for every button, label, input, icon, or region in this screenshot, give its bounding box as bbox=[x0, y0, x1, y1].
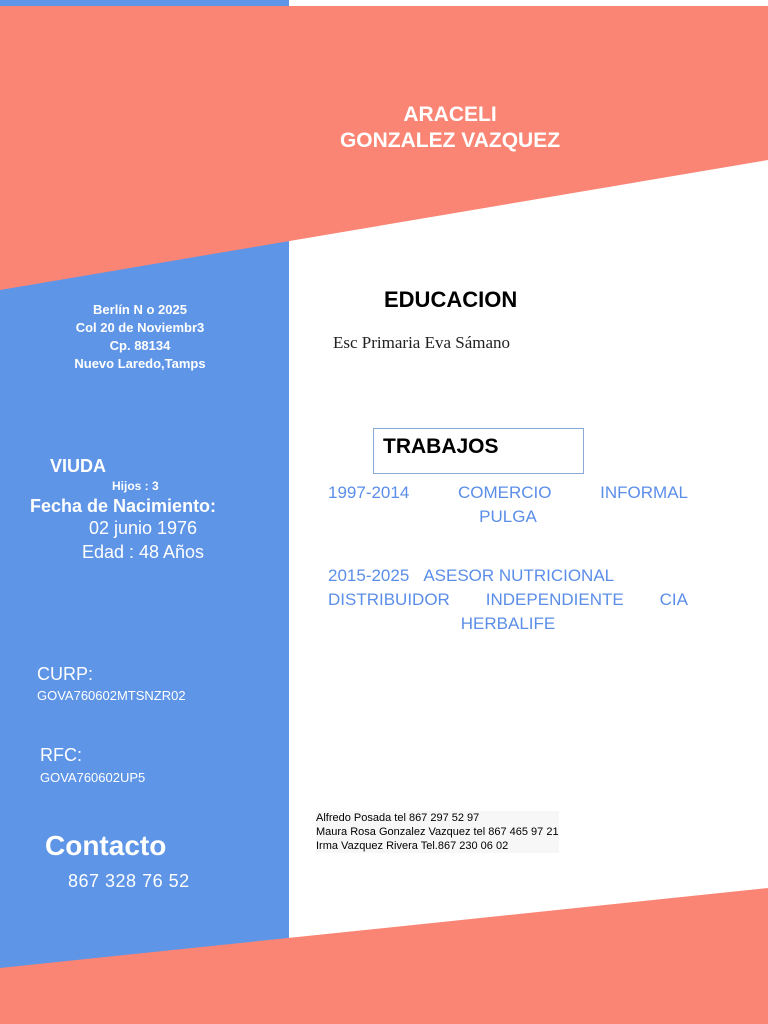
job-line bbox=[328, 564, 688, 588]
job-text: HERBALIFE bbox=[460, 614, 556, 633]
job-text: ASESOR NUTRICIONAL bbox=[423, 566, 615, 585]
job-entry bbox=[328, 481, 688, 529]
job-period: 1997-2014 bbox=[328, 483, 410, 502]
reference-item: Maura Rosa Gonzalez Vazquez tel 867 465 97 21 bbox=[316, 826, 559, 838]
address-block bbox=[30, 301, 250, 373]
contact-title: Contacto bbox=[45, 830, 167, 861]
curp-value: GOVA760602MTSNZR02 bbox=[37, 688, 186, 703]
job-entry bbox=[328, 564, 688, 636]
education-heading: EDUCACION bbox=[384, 287, 518, 312]
address-line: Nuevo Laredo,Tamps bbox=[74, 356, 206, 371]
job-text: DISTRIBUIDOR bbox=[328, 590, 450, 609]
rfc-label: RFC: bbox=[40, 745, 82, 765]
curp-label: CURP: bbox=[37, 664, 94, 684]
job-line bbox=[328, 588, 688, 612]
marital-status: VIUDA bbox=[50, 456, 107, 476]
address-line: Cp. 88134 bbox=[109, 338, 171, 353]
birth-date-label: Fecha de Nacimiento: bbox=[30, 496, 217, 516]
job-text: CIA bbox=[659, 590, 688, 609]
contact-phone: 867 328 76 52 bbox=[68, 871, 190, 891]
job-line bbox=[328, 481, 688, 505]
job-period: 2015-2025 bbox=[328, 566, 410, 585]
full-name bbox=[300, 102, 600, 154]
first-name: ARACELI bbox=[403, 103, 497, 126]
job-text: INFORMAL bbox=[600, 483, 688, 502]
job-text: PULGA bbox=[479, 507, 537, 526]
children-count: Hijos : 3 bbox=[112, 479, 159, 493]
reference-item: Alfredo Posada tel 867 297 52 97 bbox=[316, 811, 559, 825]
job-text: INDEPENDIENTE bbox=[485, 590, 624, 609]
birth-date-value: 02 junio 1976 bbox=[88, 518, 198, 538]
age-value: Edad : 48 Años bbox=[81, 542, 205, 562]
reference-item: Irma Vazquez Rivera Tel.867 230 06 02 bbox=[316, 839, 559, 853]
job-text: COMERCIO bbox=[457, 483, 552, 502]
rfc-value: GOVA760602UP5 bbox=[40, 770, 146, 785]
address-line: Berlín N o 2025 bbox=[93, 302, 187, 317]
references-list bbox=[316, 811, 559, 853]
jobs-heading-box bbox=[373, 428, 584, 474]
education-school: Esc Primaria Eva Sámano bbox=[333, 333, 511, 352]
last-name: GONZALEZ VAZQUEZ bbox=[339, 129, 561, 152]
jobs-heading: TRABAJOS bbox=[383, 435, 499, 458]
address-line: Col 20 de Noviembr3 bbox=[75, 320, 205, 335]
